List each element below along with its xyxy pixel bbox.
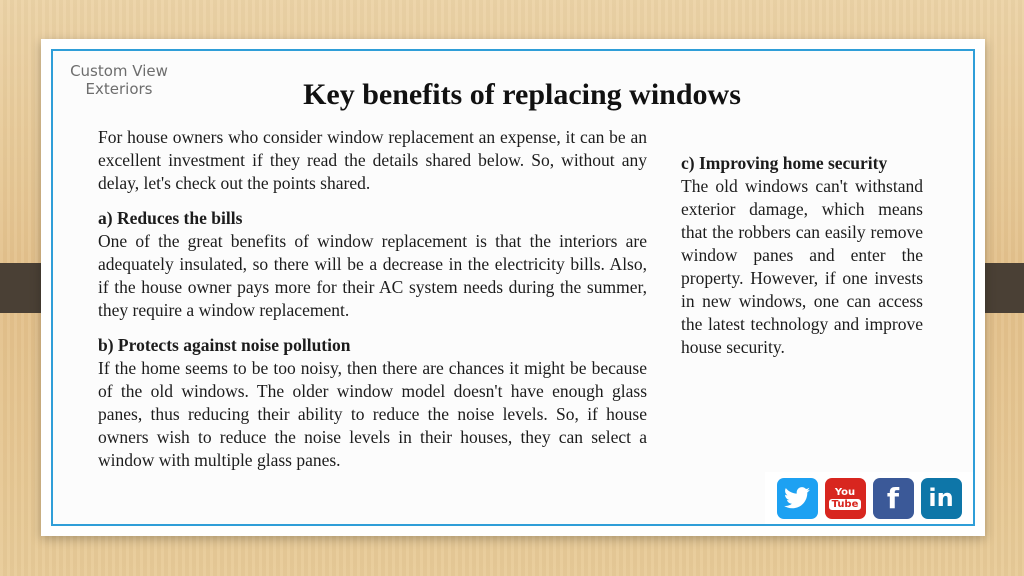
facebook-icon[interactable] — [873, 478, 914, 519]
section-c — [681, 152, 923, 359]
section-b — [98, 334, 647, 472]
social-links-bar — [765, 472, 973, 524]
section-a-body: One of the great benefits of window replacement is that the interiors are adequately insulated, so there will be a decrease in the electricity bills. Also, if the house owner pays more for their AC system needs during the summer, they require a window replacement. — [98, 231, 647, 320]
youtube-label-bottom: Tube — [829, 499, 862, 510]
section-a — [98, 207, 647, 322]
right-column — [681, 152, 923, 359]
linkedin-glyph: in — [928, 484, 954, 512]
left-column — [98, 126, 647, 472]
youtube-label-top: You — [834, 486, 856, 498]
section-a-heading: a) Reduces the bills — [98, 208, 243, 228]
linkedin-icon[interactable] — [921, 478, 962, 519]
twitter-bird-glyph — [784, 487, 810, 509]
section-b-heading: b) Protects against noise pollution — [98, 335, 351, 355]
page-title: Key benefits of replacing windows — [303, 78, 741, 111]
section-b-body: If the home seems to be too noisy, then there are chances it might be because of the old windows. The older window model doesn't have enough glass panes, thus reducing their ability to reduce the noise levels. So, if house owners wish to reduce the noise levels in their houses, they can select a window with multiple glass panes. — [98, 358, 647, 470]
logo-line-1: Custom View — [70, 62, 168, 80]
section-c-body: The old windows can't withstand exterior damage, which means that the robbers can easily remove window panes and enter the property. However, if one invests in new windows, one can access the latest technology and improve house security. — [681, 176, 923, 357]
intro-paragraph: For house owners who consider window replacement an expense, it can be an excellent investment if they read the details shared below. So, without any delay, let's check out the points shared. — [98, 127, 647, 193]
facebook-glyph: f — [886, 481, 900, 515]
youtube-icon[interactable] — [825, 478, 866, 519]
section-c-heading: c) Improving home security — [681, 153, 888, 173]
twitter-icon[interactable] — [777, 478, 818, 519]
logo-line-2: Exteriors — [85, 80, 153, 98]
brand-logo — [60, 62, 178, 98]
